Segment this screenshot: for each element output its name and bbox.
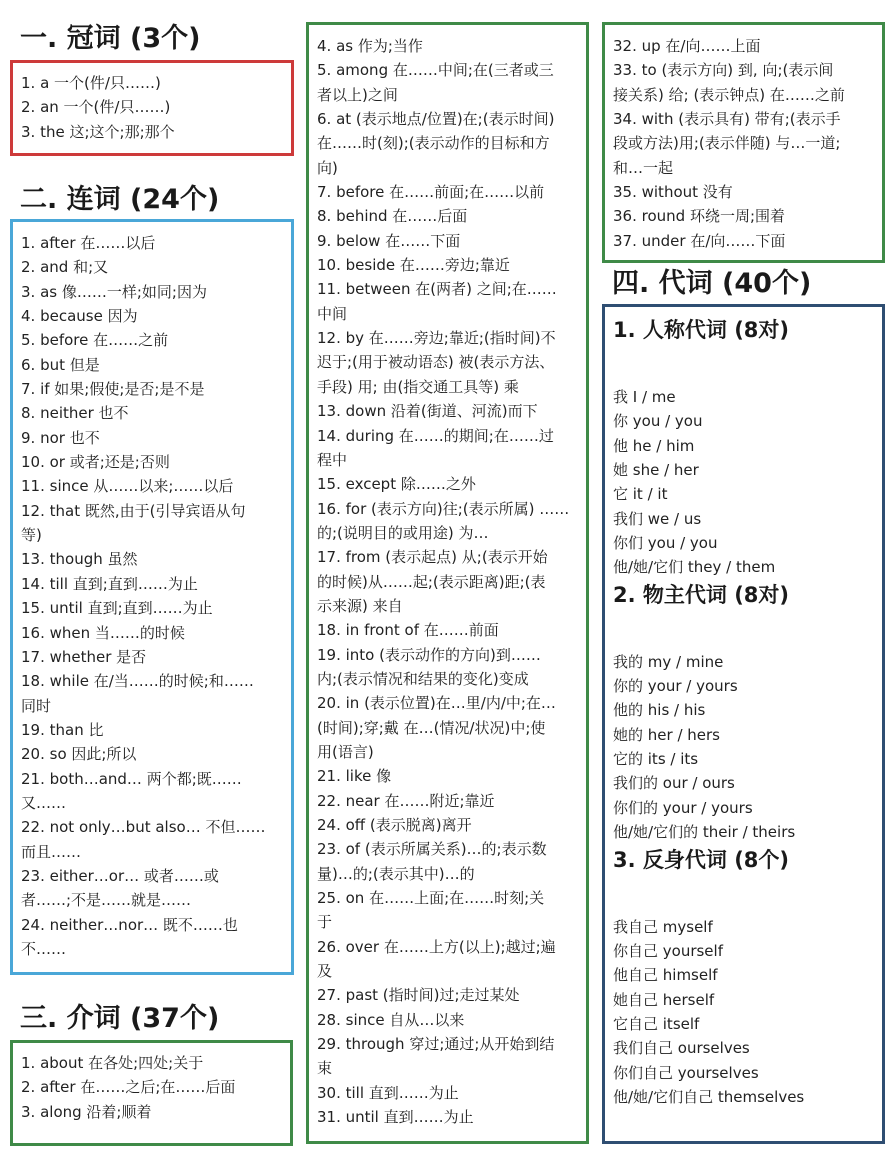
spacer (613, 610, 876, 650)
list-line: 她的 her / hers (613, 725, 720, 744)
list-line: 4. because 因为 (21, 307, 138, 326)
list-line: 迟于;(用于被动语态) 被(表示方法、 (317, 353, 555, 372)
list-line: 他自己 himself (613, 966, 718, 985)
list-line: 我 I / me (613, 388, 676, 406)
list-line: 11. between 在(两者) 之间;在…… (317, 280, 557, 299)
personal-pronouns-list (613, 385, 876, 580)
reflexive-pronouns-title: 3. 反身代词 (8个) (613, 847, 790, 872)
personal-pronouns-title: 1. 人称代词 (8对) (613, 318, 790, 342)
list-line: 2. after 在……之后;在……后面 (21, 1078, 236, 1097)
list-line: 32. up 在/向……上面 (613, 37, 761, 55)
list-line: 内;(表示情况和结果的变化)变成 (317, 669, 529, 688)
list-line: 7. before 在……前面;在……以前 (317, 183, 545, 202)
list-line: 它自己 itself (613, 1014, 700, 1033)
list-line: 它 it / it (613, 485, 668, 504)
list-line: 你们的 your / yours (613, 798, 753, 817)
articles-box (10, 60, 294, 156)
articles-heading: 一. 冠词 (3个) (20, 23, 201, 54)
list-line: 手段) 用; 由(指交通工具等) 乘 (317, 377, 519, 396)
list-line: 我们自己 ourselves (613, 1039, 750, 1058)
list-line: 22. not only…but also… 不但…… (21, 818, 266, 837)
list-line: 我自己 myself (613, 917, 713, 936)
list-line: 1. about 在各处;四处;关于 (21, 1054, 204, 1072)
list-line: 8. neither 也不 (21, 404, 129, 423)
list-line: 15. except 除……之外 (317, 475, 476, 494)
list-line: 3. as 像……一样;如同;因为 (21, 282, 207, 301)
list-line: 15. until 直到;直到……为止 (21, 599, 213, 618)
list-line: 10. or 或者;还是;否则 (21, 453, 170, 472)
conjunctions-box (10, 219, 294, 975)
list-line: 你们自己 yourselves (613, 1063, 759, 1082)
list-line: 10. beside 在……旁边;靠近 (317, 256, 510, 275)
list-line: 他/她/它们的 their / theirs (613, 823, 796, 842)
list-line: 的;(说明目的或用途) 为… (317, 523, 489, 542)
prepositions-box-3 (602, 22, 885, 263)
list-line: 5. before 在……之前 (21, 331, 169, 350)
list-line: 12. by 在……旁边;靠近;(指时间)不 (317, 329, 556, 348)
list-line: 37. under 在/向……下面 (613, 231, 786, 250)
list-line: 他/她/它们 they / them (613, 558, 776, 577)
list-line: 27. past (指时间)过;走过某处 (317, 986, 520, 1005)
list-line: 6. but 但是 (21, 355, 100, 374)
list-line: 你的 your / yours (613, 677, 738, 696)
list-line: 31. until 直到……为止 (317, 1108, 474, 1127)
list-line: 24. off (表示脱离)离开 (317, 816, 472, 834)
list-line: 5. among 在……中间;在(三者或三 (317, 61, 554, 80)
list-line: 3. along 沿着;顺着 (21, 1102, 152, 1121)
reflexive-pronouns-list (613, 915, 876, 1110)
list-line: 又…… (21, 793, 67, 812)
list-line: 6. at (表示地点/位置)在;(表示时间) (317, 110, 555, 129)
list-line: 17. from (表示起点) 从;(表示开始 (317, 548, 548, 567)
pronouns-heading: 四. 代词 (40个) (612, 268, 812, 299)
list-line: 21. both…and… 两个都;既…… (21, 769, 242, 788)
list-line: 中间 (317, 304, 348, 323)
list-line: 我们 we / us (613, 509, 702, 528)
list-line: 示来源) 来自 (317, 596, 403, 615)
spacer (613, 345, 876, 385)
list-line: 12. that 既然,由于(引导宾语从句 (21, 501, 246, 520)
list-line: 25. on 在……上面;在……时刻;关 (317, 889, 545, 908)
list-line: 向) (317, 158, 338, 177)
list-line: 量)…的;(表示其中)…的 (317, 864, 475, 883)
list-line: 23. either…or… 或者……或 (21, 866, 219, 885)
list-line: 束 (317, 1059, 333, 1078)
list-line: 他 he / him (613, 436, 695, 455)
list-line: 用(语言) (317, 742, 374, 761)
list-line: 她自己 herself (613, 990, 715, 1009)
list-line: 你 you / you (613, 412, 703, 431)
list-line: 的时候)从……起;(表示距离)距;(表 (317, 572, 546, 591)
pronouns-box (602, 304, 885, 1144)
list-line: 9. below 在……下面 (317, 231, 461, 250)
list-line: 7. if 如果;假使;是否;是不是 (21, 380, 205, 399)
list-line: 23. of (表示所属关系)…的;表示数 (317, 840, 547, 859)
list-line: 你们 you / you (613, 534, 718, 553)
prepositions-box-2 (306, 22, 589, 1144)
prepositions-box-1 (10, 1040, 293, 1146)
list-line: 11. since 从……以来;……以后 (21, 477, 234, 496)
list-line: 18. in front of 在……前面 (317, 621, 499, 640)
conjunctions-heading: 二. 连词 (24个) (20, 184, 220, 215)
list-line: 34. with (表示具有) 带有;(表示手 (613, 110, 841, 129)
list-line: 你自己 yourself (613, 941, 723, 960)
list-line: 21. like 像 (317, 767, 392, 786)
list-line: 30. till 直到……为止 (317, 1083, 459, 1102)
list-line: 及 (317, 962, 333, 981)
list-line: 18. while 在/当……的时候;和…… (21, 672, 254, 691)
list-line: 1. after 在……以后 (21, 234, 156, 252)
list-line: 和…一起 (613, 158, 674, 177)
list-line: 14. till 直到;直到……为止 (21, 574, 198, 593)
list-line: 我们的 our / ours (613, 774, 735, 793)
list-line: 它的 its / its (613, 750, 699, 769)
prepositions-heading: 三. 介词 (37个) (20, 1003, 220, 1034)
list-line: (时间);穿;戴 在…(情况/状况)中;使 (317, 718, 546, 737)
list-line: 28. since 自从…以来 (317, 1010, 465, 1029)
list-line: 20. in (表示位置)在…里/内/中;在… (317, 694, 556, 713)
list-line: 2. an 一个(件/只……) (21, 98, 171, 117)
list-line: 9. nor 也不 (21, 428, 100, 447)
list-line: 3. the 这;这个;那;那个 (21, 122, 175, 141)
list-line: 20. so 因此;所以 (21, 745, 137, 764)
list-line: 于 (317, 913, 333, 932)
list-line: 者以上)之间 (317, 85, 398, 104)
list-line: 19. than 比 (21, 720, 104, 739)
list-line: 而且…… (21, 842, 82, 861)
list-line: 16. for (表示方向)往;(表示所属) …… (317, 499, 570, 518)
list-line: 24. neither…nor… 既不……也 (21, 915, 238, 934)
possessive-pronouns-title: 2. 物主代词 (8对) (613, 582, 790, 607)
list-line: 4. as 作为;当作 (317, 37, 423, 55)
list-line: 同时 (21, 696, 52, 715)
list-line: 不…… (21, 939, 67, 958)
list-line: 等) (21, 526, 42, 545)
list-line: 在……时(刻);(表示动作的目标和方 (317, 134, 550, 153)
spacer (613, 875, 876, 915)
possessive-pronouns-list (613, 650, 876, 845)
list-line: 2. and 和;又 (21, 258, 109, 277)
list-line: 36. round 环绕一周;围着 (613, 207, 785, 226)
list-line: 29. through 穿过;通过;从开始到结 (317, 1035, 555, 1054)
list-line: 26. over 在……上方(以上);越过;遍 (317, 937, 556, 956)
list-line: 33. to (表示方向) 到, 向;(表示间 (613, 61, 834, 80)
list-line: 他/她/它们自己 themselves (613, 1087, 805, 1106)
list-line: 段或方法)用;(表示伴随) 与…一道; (613, 134, 841, 153)
list-line: 程中 (317, 450, 348, 469)
list-line: 8. behind 在……后面 (317, 207, 468, 226)
list-line: 她 she / her (613, 461, 699, 480)
list-line: 22. near 在……附近;靠近 (317, 791, 495, 810)
list-line: 16. when 当……的时候 (21, 623, 185, 642)
list-line: 1. a 一个(件/只……) (21, 74, 161, 92)
list-line: 19. into (表示动作的方向)到…… (317, 645, 541, 664)
list-line: 者……;不是……就是…… (21, 891, 192, 910)
list-line: 他的 his / his (613, 701, 706, 720)
list-line: 我的 my / mine (613, 652, 724, 671)
list-line: 17. whether 是否 (21, 647, 147, 666)
list-line: 14. during 在……的期间;在……过 (317, 426, 554, 445)
list-line: 13. down 沿着(街道、河流)而下 (317, 402, 538, 421)
list-line: 13. though 虽然 (21, 550, 138, 569)
list-line: 35. without 没有 (613, 183, 733, 202)
list-line: 接关系) 给; (表示钟点) 在……之前 (613, 85, 845, 104)
